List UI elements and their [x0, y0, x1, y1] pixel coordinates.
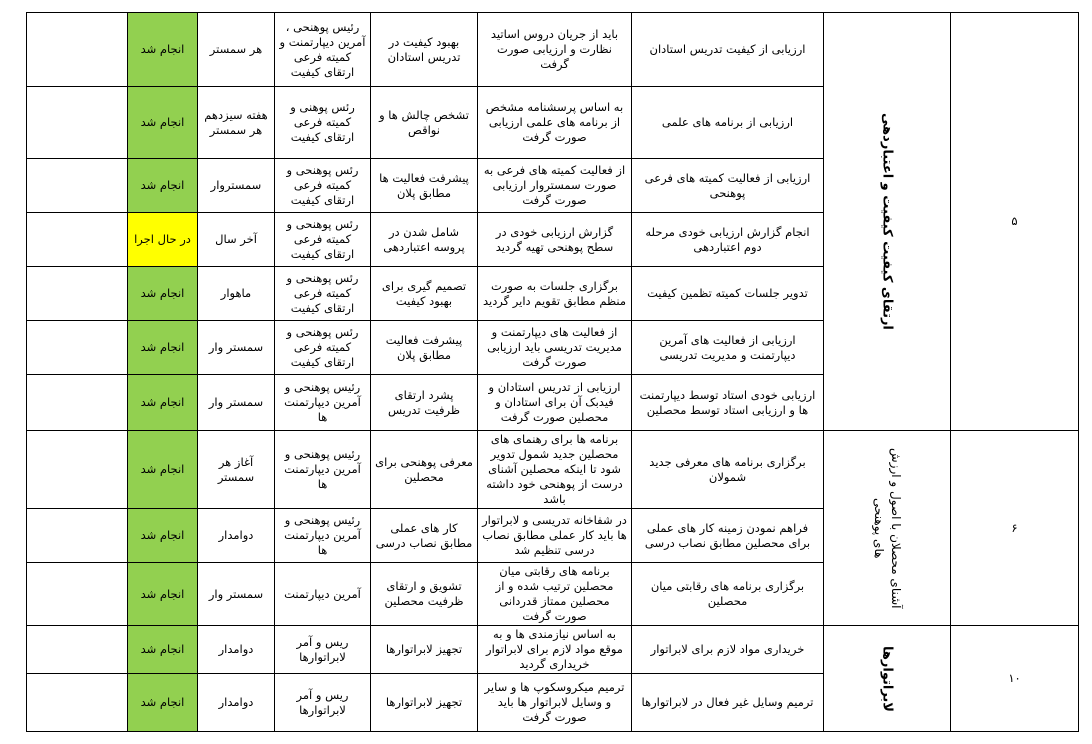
responsible-cell: رئیس پوهنحی و آمرین دیپارتمنت ها — [275, 509, 371, 563]
outcome-cell: تشخص چالش ها و نواقص — [371, 87, 478, 159]
table-row — [27, 431, 1079, 509]
activity-cell: ترمیم وسایل غیر فعال در لابراتوارها — [632, 674, 824, 732]
method-cell: ارزیابی از تدریس استادان و فیدبک آن برای استادان و محصلین صورت گرفت — [478, 375, 632, 431]
status-cell: انجام شد — [128, 375, 198, 431]
activity-cell: برگزاری برنامه های معرفی جدید شمولان — [632, 431, 824, 509]
status-cell: انجام شد — [128, 267, 198, 321]
table-row — [27, 626, 1079, 674]
status-cell: انجام شد — [128, 321, 198, 375]
method-cell: باید از جریان دروس اساتید نظارت و ارزیابی صورت گرفت — [478, 13, 632, 87]
outcome-cell: پشرد ارتقای ظرفیت تدریس — [371, 375, 478, 431]
activity-cell: فراهم نمودن زمینه کار های عملی برای محصلین مطابق نصاب درسی — [632, 509, 824, 563]
method-cell: گزارش ارزیابی خودی در سطح پوهنحی تهیه گردید — [478, 213, 632, 267]
plan-table — [26, 12, 1079, 732]
time-cell: دوامدار — [198, 626, 275, 674]
program-number: ۶ — [951, 431, 1079, 626]
outcome-cell: کار های عملی مطابق نصاب درسی — [371, 509, 478, 563]
responsible-cell: رئیس پوهنحی و آمرین دیپارتمنت ها — [275, 375, 371, 431]
remarks-cell — [27, 13, 128, 87]
time-cell: دوامدار — [198, 674, 275, 732]
status-cell: انجام شد — [128, 674, 198, 732]
responsible-cell: رئس پوهنحی و کمیته فرعی ارتقای کیفیت — [275, 267, 371, 321]
method-cell: در شفاخانه تدریسی و لابراتوار ها باید کار عملی مطابق نصاب درسی تنظیم شد — [478, 509, 632, 563]
status-cell: انجام شد — [128, 626, 198, 674]
time-cell: سمستر وار — [198, 321, 275, 375]
method-cell: برنامه های رقابتی میان محصلین ترتیب شده و از محصلین ممتاز قدردانی صورت گرفت — [478, 563, 632, 626]
outcome-cell: معرفی پوهنحی برای محصلین — [371, 431, 478, 509]
remarks-cell — [27, 509, 128, 563]
method-cell: به اساس نیازمندی ها و به موقع مواد لازم برای لابراتوار خریداری گردید — [478, 626, 632, 674]
program-axis — [824, 626, 951, 732]
method-cell: ترمیم میکروسکوپ ها و سایر و وسایل لابراتوار ها باید صورت گرفت — [478, 674, 632, 732]
remarks-cell — [27, 213, 128, 267]
method-cell: برنامه ها برای رهنمای های محصلین جدید شمول تدویر شود تا اینکه محصلین آشنای درست از پوهنحی خود داشته باشد — [478, 431, 632, 509]
outcome-cell: شامل شدن در پروسه اعتباردهی — [371, 213, 478, 267]
outcome-cell: بهبود کیفیت در تدریس استادان — [371, 13, 478, 87]
status-cell: انجام شد — [128, 13, 198, 87]
remarks-cell — [27, 626, 128, 674]
program-number: ۱۰ — [951, 626, 1079, 732]
status-cell: انجام شد — [128, 563, 198, 626]
time-cell: دوامدار — [198, 509, 275, 563]
responsible-cell: ریس و آمر لابراتوارها — [275, 674, 371, 732]
status-cell: انجام شد — [128, 431, 198, 509]
activity-cell: ارزیابی از برنامه های علمی — [632, 87, 824, 159]
responsible-cell: ریس و آمر لابراتوارها — [275, 626, 371, 674]
outcome-cell: تجهیز لابراتوارها — [371, 626, 478, 674]
time-cell: هفته سیزدهم هر سمستر — [198, 87, 275, 159]
outcome-cell: پیشرفت فعالیت ها مطابق پلان — [371, 159, 478, 213]
responsible-cell: رئس پوهنحی و کمیته فرعی ارتقای کیفیت — [275, 159, 371, 213]
activity-cell: ارزیابی از فعالیت های آمرین دیپارتمنت و مدیریت تدریسی — [632, 321, 824, 375]
responsible-cell: آمرین دیپارتمنت — [275, 563, 371, 626]
method-cell: به اساس پرسشنامه مشخص از برنامه های علمی ارزیابی صورت گرفت — [478, 87, 632, 159]
status-cell: انجام شد — [128, 159, 198, 213]
outcome-cell: پیشرفت فعالیت مطابق پلان — [371, 321, 478, 375]
remarks-cell — [27, 431, 128, 509]
activity-cell: خریداری مواد لازم برای لابراتوار — [632, 626, 824, 674]
program-number: ۵ — [951, 13, 1079, 431]
responsible-cell: رئیس پوهنحی و آمرین دیپارتمنت ها — [275, 431, 371, 509]
program-axis — [824, 13, 951, 431]
outcome-cell: تصمیم گیری برای بهبود کیفیت — [371, 267, 478, 321]
outcome-cell: تشویق و ارتقای ظرفیت محصلین — [371, 563, 478, 626]
time-cell: سمستر وار — [198, 563, 275, 626]
program-axis-label: لابراتوارها — [879, 645, 895, 712]
activity-cell: ارزیابی از فعالیت کمیته های فرعی پوهنحی — [632, 159, 824, 213]
remarks-cell — [27, 87, 128, 159]
program-axis — [824, 431, 951, 626]
status-cell: انجام شد — [128, 509, 198, 563]
responsible-cell: رئیس پوهنحی ، آمرین دیپارتمنت و کمیته فرعی ارتقای کیفیت — [275, 13, 371, 87]
time-cell: سمستروار — [198, 159, 275, 213]
outcome-cell: تجهیز لابراتوارها — [371, 674, 478, 732]
activity-cell: برگزاری برنامه های رقابتی میان محصلین — [632, 563, 824, 626]
time-cell: سمستر وار — [198, 375, 275, 431]
method-cell: برگزاری جلسات به صورت منظم مطابق تقویم دایر گردید — [478, 267, 632, 321]
method-cell: از فعالیت کمیته های فرعی به صورت سمستروار ارزیابی صورت گرفت — [478, 159, 632, 213]
remarks-cell — [27, 321, 128, 375]
activity-cell: انجام گزارش ارزیابی خودی مرحله دوم اعتباردهی — [632, 213, 824, 267]
activity-cell: ارزیابی از کیفیت تدریس استادان — [632, 13, 824, 87]
activity-cell: تدویر جلسات کمیته تظمین کیفیت — [632, 267, 824, 321]
time-cell: آخر سال — [198, 213, 275, 267]
remarks-cell — [27, 159, 128, 213]
program-axis-label: ارتقای کیفیت کیفیت و اعتباردهی — [879, 113, 895, 330]
responsible-cell: رئس پوهنی و کمیته فرعی ارتقای کیفیت — [275, 87, 371, 159]
method-cell: از فعالیت های دیپارتمنت و مدیریت تدریسی باید ارزیابی صورت گرفت — [478, 321, 632, 375]
remarks-cell — [27, 375, 128, 431]
responsible-cell: رئس پوهنحی و کمیته فرعی ارتقای کیفیت — [275, 321, 371, 375]
time-cell: ماهوار — [198, 267, 275, 321]
plan-table-body — [27, 13, 1079, 732]
responsible-cell: رئس پوهنحی و کمیته فرعی ارتقای کیفیت — [275, 213, 371, 267]
remarks-cell — [27, 267, 128, 321]
table-row — [27, 13, 1079, 87]
status-cell: انجام شد — [128, 87, 198, 159]
time-cell: هر سمستر — [198, 13, 275, 87]
program-axis-label: آشنای محصلان با اصول و ارزش های پوهنحی — [872, 447, 903, 609]
time-cell: آغاز هر سمستر — [198, 431, 275, 509]
remarks-cell — [27, 674, 128, 732]
remarks-cell — [27, 563, 128, 626]
activity-cell: ارزیابی خودی استاد توسط دیپارتمنت ها و ارزیابی استاد توسط محصلین — [632, 375, 824, 431]
status-cell: در حال اجرا — [128, 213, 198, 267]
